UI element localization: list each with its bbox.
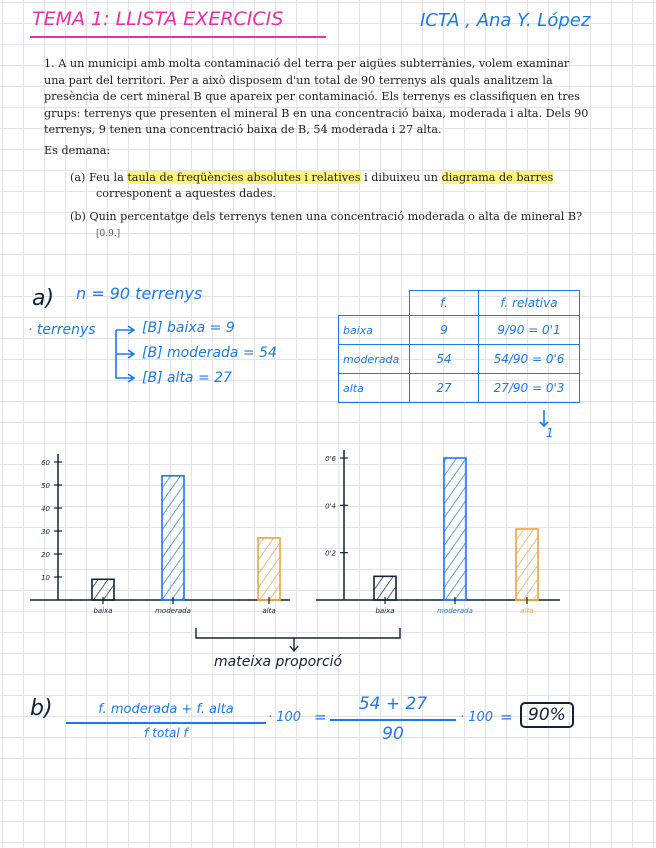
table-cell: 27/90 = 0'3: [479, 374, 580, 403]
y-tick-label: 30: [41, 528, 50, 536]
y-tick-label: 10: [41, 574, 50, 582]
y-tick-label: 60: [41, 459, 50, 467]
table-header-row: [339, 291, 580, 316]
y-tick-label: 0'4: [325, 502, 336, 511]
group-moderada: [B] moderada = 54: [142, 345, 277, 361]
bar-moderada: [444, 458, 466, 600]
table-header-cell: f.: [410, 291, 479, 316]
x-tick-label: moderada: [437, 607, 473, 615]
proportion-note: mateixa proporció: [214, 654, 343, 670]
part-b-label: (b): [70, 209, 86, 223]
bar-alta: [258, 538, 280, 600]
problem-text: A un municipi amb molta contaminació del terra per aigües subterrànies, volem examinar una part del territori. Per a això disposem d'un total de 90 terrenys als quals analitzem la presència de cert mineral B que apareix per contaminació. Els terrenys es classifiquen en tres grups: terrenys que presenten el mineral B en una concentració baixa, moderada i alta. Dels 90 terrenys, 9 tenen una concentració baixa de B, 54 moderada i 27 alta.: [44, 57, 589, 137]
times-100: · 100: [268, 710, 302, 725]
sum-note: 1: [546, 426, 554, 440]
table-cell: 9/90 = 0'1: [479, 316, 580, 345]
times-100-b: · 100: [460, 710, 494, 725]
problem-number: 1.: [44, 57, 55, 70]
bar-baixa: [374, 576, 396, 600]
x-tick-label: moderada: [155, 607, 191, 615]
table-cell: alta: [339, 374, 410, 403]
page-title: TEMA 1: LLISTA EXERCICIS: [32, 8, 284, 30]
fraction-bar-2: [330, 719, 456, 721]
table-row: [339, 345, 580, 374]
highlight-freq-table: taula de freqüències absolutes i relatives: [127, 170, 361, 184]
problem-demana: Es demana:: [44, 143, 111, 157]
part-a-label: (a): [70, 170, 86, 184]
frequency-table: [338, 290, 580, 403]
table-header-cell: f. relativa: [479, 291, 580, 316]
part-a-text-end: corresponent a aquestes dades.: [96, 187, 276, 201]
group-baixa: [B] baixa = 9: [142, 320, 235, 336]
y-tick-label: 20: [41, 551, 50, 559]
y-tick-label: 40: [41, 505, 50, 513]
fraction-bar: [66, 722, 266, 724]
table-row: [339, 316, 580, 345]
n-total: n = 90 terrenys: [76, 284, 203, 303]
table-cell: 54/90 = 0'6: [479, 345, 580, 374]
highlight-bar-diagram: diagrama de barres: [441, 170, 554, 184]
part-b-text: Quin percentatge dels terrenys tenen una concentració moderada o alta de mineral B?: [89, 209, 583, 223]
x-tick-label: baixa: [375, 607, 395, 615]
proportion-bracket: [190, 626, 410, 656]
part-a-text-mid: i dibuixeu un: [360, 170, 442, 184]
part-a-text: Feu la: [88, 170, 128, 184]
bar-charts: [0, 440, 656, 650]
answer-b-label: b): [30, 696, 53, 721]
bar-alta: [516, 529, 538, 600]
problem-statement: [44, 56, 592, 243]
answer-a-label: a): [32, 286, 55, 311]
table-header-cell: [339, 291, 410, 316]
table-row: [339, 374, 580, 403]
part-b: [70, 209, 592, 243]
x-tick-label: alta: [520, 607, 534, 615]
table-cell: 27: [410, 374, 479, 403]
value-denominator: 90: [382, 724, 404, 744]
part-a: [70, 170, 592, 203]
title-underline: [30, 36, 326, 38]
result-box: 90%: [520, 702, 574, 728]
value-numerator: 54 + 27: [358, 694, 428, 714]
group-alta: [B] alta = 27: [142, 370, 232, 386]
x-tick-label: baixa: [93, 607, 113, 615]
y-tick-label: 0'2: [325, 549, 336, 558]
equals-sign-b: =: [500, 708, 513, 726]
relative-frequency-chart: [316, 450, 560, 615]
table-cell: 9: [410, 316, 479, 345]
author-label: ICTA , Ana Y. López: [420, 10, 591, 31]
terrenys-bullet: · terrenys: [28, 322, 96, 338]
bar-baixa: [92, 579, 114, 600]
table-cell: baixa: [339, 316, 410, 345]
x-tick-label: alta: [262, 607, 276, 615]
equals-sign: =: [314, 708, 327, 726]
table-cell: moderada: [339, 345, 410, 374]
formula-numerator: f. moderada + f. alta: [98, 702, 234, 717]
part-b-points: [0.9.]: [96, 229, 121, 240]
y-tick-label: 0'6: [325, 455, 336, 463]
absolute-frequency-chart: [30, 454, 290, 615]
formula-denominator: f total f: [144, 726, 188, 740]
y-tick-label: 50: [41, 482, 50, 490]
bar-moderada: [162, 476, 184, 600]
table-cell: 54: [410, 345, 479, 374]
